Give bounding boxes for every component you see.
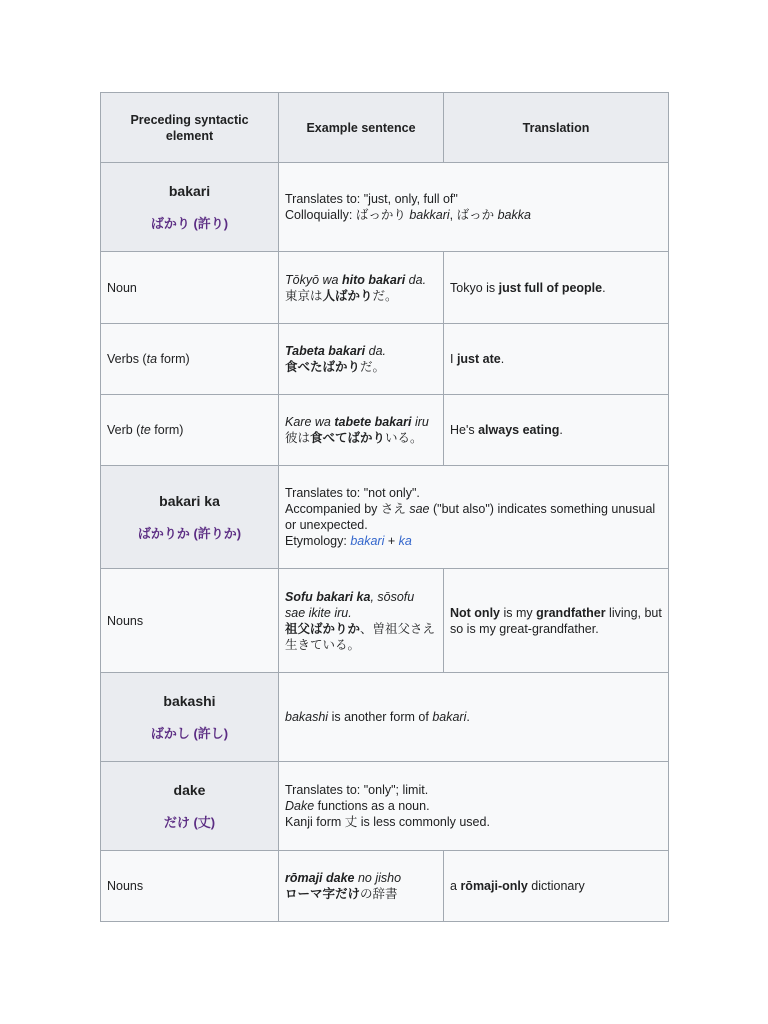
example-cell [279,395,444,466]
desc-text: Etymology: [285,534,351,548]
tr-text: dictionary [527,879,585,893]
el-italic: ta [146,352,158,366]
example-japanese [285,621,437,653]
ex-text: , sōsofu sae ikite iru. [285,589,415,620]
ex-text: Kare wa [285,415,335,429]
tr-text: is my [500,605,537,620]
ex-text: Tōkyō wa [285,272,342,287]
desc-line: Translates to: "only"; limit. [285,783,429,797]
tr-text: . [500,352,505,366]
ex-text: 、曽祖父さえ生きている。 [285,621,436,652]
term-description [279,762,669,851]
term-row-dake [101,762,669,851]
desc-line: Kanji form 丈 is less commonly used. [285,815,490,829]
term-description [279,466,669,569]
el-text: Verb ( [107,423,141,437]
ex-text: da. [405,272,427,287]
term-kana: ばかし (許し) [150,725,229,741]
example-row [101,324,669,395]
term-cell-bakari [101,163,279,252]
ex-bold: 祖父ばかりか [285,621,361,636]
tr-bold: grandfather [536,605,606,620]
term-romaji: bakari ka [159,492,220,509]
term-cell-bakashi [101,673,279,762]
ex-text: da. [365,344,386,358]
example-romaji [285,343,437,359]
particle-table [100,92,669,922]
example-cell [279,324,444,395]
example-row [101,395,669,466]
header-row [101,93,669,163]
term-row-bakashi [101,673,669,762]
term-kana: ばかり (許り) [150,215,229,231]
desc-line: Translates to: "not only". [285,486,420,500]
desc-text: ("but also") indicates something unusual or unexpected. [285,502,656,532]
element-cell [101,395,279,466]
tr-bold: always eating [478,423,560,437]
desc-romaji: sae [409,502,430,516]
term-cell-dake [101,762,279,851]
tr-text: Tokyo is [450,280,499,295]
translation-cell [444,252,669,324]
ex-bold: Tabeta bakari [285,344,366,358]
example-romaji [285,870,437,886]
desc-text: , ばっか [449,208,498,222]
el-italic: te [140,423,151,437]
example-row [101,252,669,324]
term-kana: だけ (丈) [163,814,216,830]
etymology-link-bakari[interactable]: bakari [350,534,385,548]
desc-romaji: bakkari [409,208,450,222]
element-cell [101,324,279,395]
desc-line [285,533,662,549]
element-cell: Noun [101,252,279,324]
tr-text: a [450,879,461,893]
ex-text: だ。 [372,288,398,303]
tr-bold: just ate [456,352,501,366]
header-preceding-element: Preceding syntactic element [101,93,279,163]
desc-line [285,207,662,223]
tr-text: . [602,280,606,295]
tr-text: I [450,352,457,366]
example-row [101,569,669,673]
example-japanese [285,288,437,304]
desc-text: + [384,534,399,548]
ex-bold: ローマ字だけ [285,887,361,901]
example-japanese [285,359,437,375]
el-text: Verbs ( [107,352,147,366]
desc-text: Accompanied by さえ [285,502,410,516]
ex-bold: 人ばかり [322,288,373,303]
desc-line [285,709,662,725]
tr-text: living, but so is my great-grandfather. [450,605,662,636]
tr-text: . [559,423,563,437]
ex-bold: 食べたばかり [285,360,361,374]
etymology-link-ka[interactable]: ka [398,534,412,548]
ex-bold: hito bakari [341,272,406,287]
example-romaji [285,414,437,430]
header-example-sentence: Example sentence [279,93,444,163]
desc-romaji: bakari [432,710,467,724]
element-cell: Nouns [101,851,279,922]
ex-bold: 食べてばかり [310,431,386,445]
desc-text: Colloquially: ばっかり [285,208,410,222]
ex-text: iru [411,415,429,429]
example-row [101,851,669,922]
ex-bold: rōmaji dake [285,871,355,885]
term-romaji: bakashi [163,692,216,709]
el-text: form) [157,352,190,366]
element-cell: Nouns [101,569,279,673]
example-cell [279,252,444,324]
desc-romaji: Dake [285,799,315,813]
ex-text: 彼は [285,431,311,445]
tr-bold: just full of people [498,280,603,295]
term-description [279,163,669,252]
desc-romaji: bakashi [285,710,329,724]
example-romaji [285,272,437,288]
example-cell [279,569,444,673]
tr-bold: Not only [450,605,500,620]
el-text: form) [150,423,184,437]
translation-cell [444,324,669,395]
ex-bold: tabete bakari [334,415,412,429]
ex-text: いる。 [385,431,423,445]
desc-line: Translates to: "just, only, full of" [285,192,458,206]
tr-bold: rōmaji-only [460,879,528,893]
term-description [279,673,669,762]
tr-text: He's [450,423,479,437]
term-romaji: dake [173,781,206,798]
term-row-bakari [101,163,669,252]
translation-cell [444,395,669,466]
example-japanese [285,886,437,902]
desc-romaji: bakka [497,208,531,222]
term-romaji: bakari [168,182,211,199]
ex-text: の辞書 [360,887,398,901]
ex-text: 東京は [285,288,323,303]
example-cell [279,851,444,922]
term-row-bakari-ka [101,466,669,569]
example-romaji [285,589,437,621]
desc-text: is another form of [328,710,433,724]
example-japanese [285,430,437,446]
term-kana: ばかりか (許りか) [137,525,242,541]
header-translation: Translation [444,93,669,163]
ex-text: no jisho [354,871,402,885]
desc-text: functions as a noun. [314,799,430,813]
ex-text: だ。 [360,360,386,374]
desc-line [285,798,662,814]
translation-cell [444,851,669,922]
desc-text: . [466,710,470,724]
translation-cell [444,569,669,673]
term-cell-bakari-ka [101,466,279,569]
desc-line [285,501,662,533]
ex-bold: Sofu bakari ka [285,589,371,604]
